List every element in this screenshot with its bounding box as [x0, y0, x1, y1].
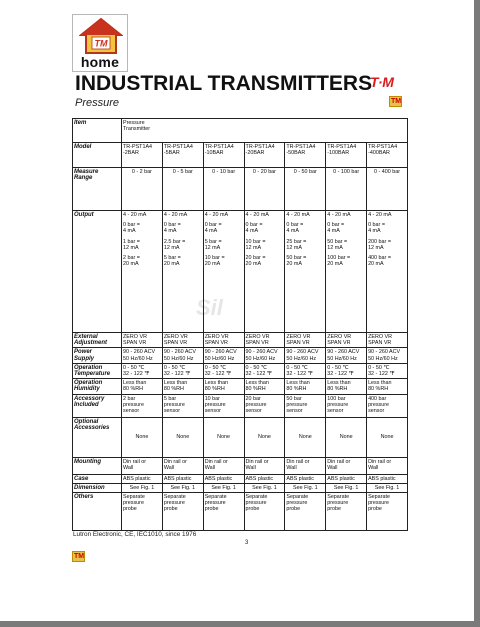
- optional-cell: None: [203, 417, 244, 457]
- power-cell: 90 - 260 ACV 50 Hz/60 Hz: [244, 348, 285, 363]
- page-title: INDUSTRIAL TRANSMITTERS: [75, 72, 373, 95]
- others-cell: Separate pressure probe: [367, 493, 408, 531]
- optional-accessories-label: Optional Accessories: [73, 417, 122, 457]
- case-label: Case: [73, 474, 122, 483]
- brand-mini-text: TM: [391, 98, 402, 105]
- dimension-cell: See Fig. 1: [203, 483, 244, 492]
- mounting-cell: Din rail or Wall: [326, 457, 367, 474]
- others-row: [73, 493, 408, 531]
- others-cell: Separate pressure probe: [326, 493, 367, 531]
- footer-brand-text: TM: [74, 553, 85, 560]
- accessory-cell: 400 bar pressure sensor: [367, 394, 408, 417]
- mounting-cell: Din rail or Wall: [162, 457, 203, 474]
- humidity-cell: Less than 80 %RH: [367, 379, 408, 394]
- item-row: [73, 119, 408, 143]
- item-value: [122, 119, 408, 143]
- mounting-cell: Din rail or Wall: [285, 457, 326, 474]
- adjustment-cell: ZERO VR SPAN VR: [326, 333, 367, 348]
- model-cell: TR-PST1A4 -5BAR: [162, 143, 203, 168]
- power-supply-label: Power Supply: [73, 348, 122, 363]
- home-label: home: [80, 54, 120, 70]
- output-cell: 4 - 20 mA 0 bar = 4 mA 2.5 bar = 12 mA 5 bar = 20 mA: [162, 211, 203, 333]
- operation-temperature-label: Operation Temperature: [73, 363, 122, 378]
- model-cell: TR-PST1A4 -400BAR: [367, 143, 408, 168]
- measure-range-cell: 0 - 400 bar: [367, 168, 408, 211]
- measure-range-cell: 0 - 100 bar: [326, 168, 367, 211]
- case-cell: ABS plastic: [203, 474, 244, 483]
- measure-range-cell: 0 - 2 bar: [122, 168, 163, 211]
- temperature-cell: 0 - 50 ℃ 32 - 122 ℉: [244, 363, 285, 378]
- output-cell: 4 - 20 mA 0 bar = 4 mA 200 bar = 12 mA 400 bar = 20 mA: [367, 211, 408, 333]
- others-cell: Separate pressure probe: [203, 493, 244, 531]
- optional-cell: None: [162, 417, 203, 457]
- dimension-cell: See Fig. 1: [122, 483, 163, 492]
- dimension-cell: See Fig. 1: [326, 483, 367, 492]
- home-icon: [79, 17, 123, 55]
- model-label: Model: [73, 143, 122, 168]
- accessory-cell: 2 bar pressure sensor: [122, 394, 163, 417]
- model-row: [73, 143, 408, 168]
- measure-range-cell: 0 - 20 bar: [244, 168, 285, 211]
- mounting-cell: Din rail or Wall: [203, 457, 244, 474]
- optional-cell: None: [244, 417, 285, 457]
- external-adjustment-row: [73, 333, 408, 348]
- measure-range-row: [73, 168, 408, 211]
- adjustment-cell: ZERO VR SPAN VR: [162, 333, 203, 348]
- temperature-cell: 0 - 50 ℃ 32 - 122 ℉: [203, 363, 244, 378]
- temperature-cell: 0 - 50 ℃ 32 - 122 ℉: [285, 363, 326, 378]
- case-cell: ABS plastic: [244, 474, 285, 483]
- output-cell: 4 - 20 mA 0 bar = 4 mA 25 bar = 12 mA 50 bar = 20 mA: [285, 211, 326, 333]
- measure-range-label: Measure Range: [73, 168, 122, 211]
- humidity-cell: Less than 80 %RH: [122, 379, 163, 394]
- output-row: [73, 211, 408, 333]
- output-cell: 4 - 20 mA 0 bar = 4 mA 10 bar = 12 mA 20 bar = 20 mA: [244, 211, 285, 333]
- power-cell: 90 - 260 ACV 50 Hz/60 Hz: [285, 348, 326, 363]
- adjustment-cell: ZERO VR SPAN VR: [367, 333, 408, 348]
- dimension-cell: See Fig. 1: [244, 483, 285, 492]
- accessory-cell: 5 bar pressure sensor: [162, 394, 203, 417]
- accessory-included-label: Accessory Included: [73, 394, 122, 417]
- model-cell: TR-PST1A4 -20BAR: [244, 143, 285, 168]
- adjustment-cell: ZERO VR SPAN VR: [203, 333, 244, 348]
- others-cell: Separate pressure probe: [244, 493, 285, 531]
- adjustment-cell: ZERO VR SPAN VR: [244, 333, 285, 348]
- humidity-cell: Less than 80 %RH: [244, 379, 285, 394]
- item-value-line2: Transmitter: [123, 126, 151, 133]
- footer-note: Lutron Electronic, CE, IEC1010, since 1976: [73, 531, 197, 538]
- model-cell: TR-PST1A4 -50BAR: [285, 143, 326, 168]
- operation-humidity-label: Operation Humidity: [73, 379, 122, 394]
- brand-logo-text: T·M: [370, 74, 394, 90]
- mounting-row: [73, 457, 408, 474]
- dimension-row: [73, 483, 408, 492]
- operation-temperature-row: [73, 363, 408, 378]
- power-supply-row: [73, 348, 408, 363]
- power-cell: 90 - 260 ACV 50 Hz/60 Hz: [122, 348, 163, 363]
- adjustment-cell: ZERO VR SPAN VR: [122, 333, 163, 348]
- accessory-cell: 50 bar pressure sensor: [285, 394, 326, 417]
- model-cell: TR-PST1A4 -100BAR: [326, 143, 367, 168]
- operation-humidity-row: [73, 379, 408, 394]
- temperature-cell: 0 - 50 ℃ 32 - 122 ℉: [122, 363, 163, 378]
- case-cell: ABS plastic: [326, 474, 367, 483]
- measure-range-cell: 0 - 10 bar: [203, 168, 244, 211]
- accessory-included-row: [73, 394, 408, 417]
- optional-cell: None: [122, 417, 163, 457]
- temperature-cell: 0 - 50 ℃ 32 - 122 ℉: [326, 363, 367, 378]
- mounting-cell: Din rail or Wall: [367, 457, 408, 474]
- item-label: Item: [73, 119, 122, 143]
- output-label: Output: [73, 211, 122, 333]
- dimension-cell: See Fig. 1: [367, 483, 408, 492]
- optional-cell: None: [285, 417, 326, 457]
- temperature-cell: 0 - 50 ℃ 32 - 122 ℉: [367, 363, 408, 378]
- case-cell: ABS plastic: [122, 474, 163, 483]
- dimension-cell: See Fig. 1: [285, 483, 326, 492]
- measure-range-cell: 0 - 5 bar: [162, 168, 203, 211]
- output-cell: 4 - 20 mA 0 bar = 4 mA 50 bar = 12 mA 100 bar = 20 mA: [326, 211, 367, 333]
- svg-text:TM: TM: [94, 38, 108, 49]
- humidity-cell: Less than 80 %RH: [203, 379, 244, 394]
- optional-cell: None: [367, 417, 408, 457]
- model-cell: TR-PST1A4 -10BAR: [203, 143, 244, 168]
- others-label: Others: [73, 493, 122, 531]
- adjustment-cell: ZERO VR SPAN VR: [285, 333, 326, 348]
- page-number: 3: [245, 540, 249, 546]
- brand-logo: [370, 74, 393, 92]
- optional-accessories-row: [73, 417, 408, 457]
- item-value-line1: Pressure: [123, 120, 145, 126]
- home-button[interactable]: [72, 14, 128, 72]
- model-cell: TR-PST1A4 -2BAR: [122, 143, 163, 168]
- case-cell: ABS plastic: [367, 474, 408, 483]
- power-cell: 90 - 260 ACV 50 Hz/60 Hz: [326, 348, 367, 363]
- mounting-label: Mounting: [73, 457, 122, 474]
- humidity-cell: Less than 80 %RH: [162, 379, 203, 394]
- spec-table: [72, 118, 408, 531]
- watermark: Sil: [196, 295, 223, 320]
- humidity-cell: Less than 80 %RH: [285, 379, 326, 394]
- temperature-cell: 0 - 50 ℃ 32 - 122 ℉: [162, 363, 203, 378]
- output-cell: 4 - 20 mA 0 bar = 4 mA 5 bar = 12 mA 10 bar = 20 mA: [203, 211, 244, 333]
- others-cell: Separate pressure probe: [122, 493, 163, 531]
- brand-mini-logo: [389, 96, 402, 107]
- power-cell: 90 - 260 ACV 50 Hz/60 Hz: [162, 348, 203, 363]
- measure-range-cell: 0 - 50 bar: [285, 168, 326, 211]
- dimension-label: Dimension: [73, 483, 122, 492]
- power-cell: 90 - 260 ACV 50 Hz/60 Hz: [367, 348, 408, 363]
- case-cell: ABS plastic: [162, 474, 203, 483]
- output-cell: 4 - 20 mA 0 bar = 4 mA 1 bar = 12 mA 2 bar = 20 mA: [122, 211, 163, 333]
- case-cell: ABS plastic: [285, 474, 326, 483]
- power-cell: 90 - 260 ACV 50 Hz/60 Hz: [203, 348, 244, 363]
- humidity-cell: Less than 80 %RH: [326, 379, 367, 394]
- dimension-cell: See Fig. 1: [162, 483, 203, 492]
- case-row: [73, 474, 408, 483]
- others-cell: Separate pressure probe: [162, 493, 203, 531]
- others-cell: Separate pressure probe: [285, 493, 326, 531]
- mounting-cell: Din rail or Wall: [122, 457, 163, 474]
- accessory-cell: 20 bar pressure sensor: [244, 394, 285, 417]
- optional-cell: None: [326, 417, 367, 457]
- mounting-cell: Din rail or Wall: [244, 457, 285, 474]
- page-subtitle: Pressure: [75, 97, 120, 109]
- external-adjustment-label: External Adjustment: [73, 333, 122, 348]
- footer-brand-logo: [72, 551, 85, 562]
- accessory-cell: 100 bar pressure sensor: [326, 394, 367, 417]
- accessory-cell: 10 bar pressure sensor: [203, 394, 244, 417]
